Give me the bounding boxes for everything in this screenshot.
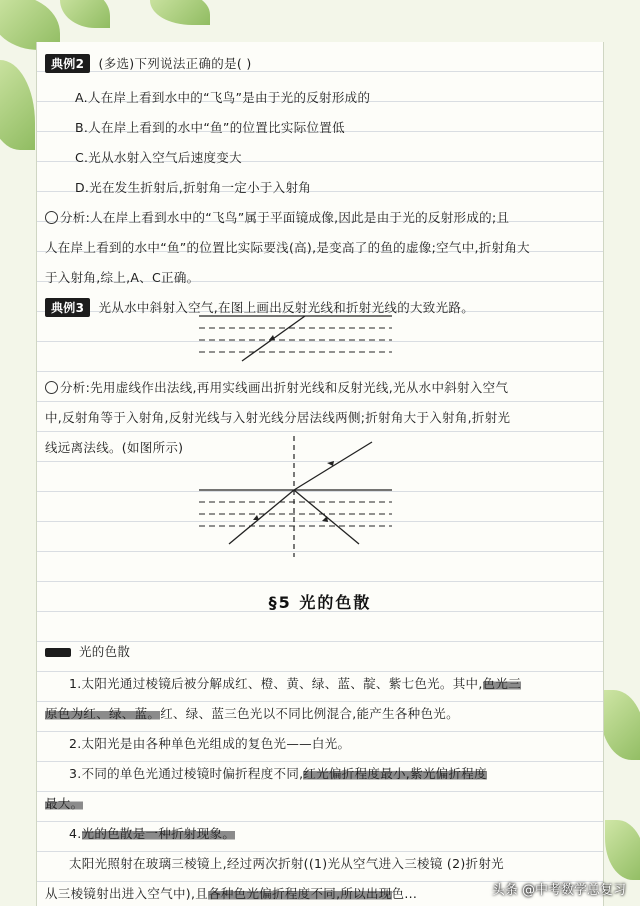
section-heading: 光的色散 bbox=[79, 644, 131, 659]
section-title: §5 光的色散 bbox=[268, 593, 372, 612]
paragraph-text: 1.太阳光通过棱镜后被分解成红、橙、黄、绿、蓝、靛、紫七色光。其中, bbox=[69, 676, 483, 691]
leaf-decoration bbox=[600, 690, 640, 760]
example3-tag: 典例3 bbox=[45, 298, 90, 317]
paragraph-text: 4. bbox=[69, 826, 82, 841]
highlighted-text: 原色为红、绿、蓝。 bbox=[45, 706, 161, 721]
analysis-line: 于入射角,综上,A、C正确。 bbox=[45, 270, 200, 285]
heading-marker bbox=[45, 648, 71, 657]
example2-question: (多选)下列说法正确的是( ) bbox=[98, 56, 252, 71]
highlighted-text: 色光三 bbox=[482, 676, 522, 691]
lightbulb-icon bbox=[45, 381, 58, 394]
diagram-question bbox=[197, 314, 397, 364]
paragraph-text: 红、绿、蓝三色光以不同比例混合,能产生各种色光。 bbox=[160, 706, 459, 721]
analysis-line: 人在岸上看到的水中“鱼”的位置比实际要浅(高),是变高了的鱼的虚像;空气中,折射角大 bbox=[45, 240, 530, 255]
watermark: 头条 @中考数学总复习 bbox=[491, 883, 626, 898]
note-page bbox=[36, 42, 604, 906]
analysis-line: 分析:先用虚线作出法线,再用实线画出折射光线和反射光线,光从水中斜射入空气 bbox=[60, 380, 509, 395]
analysis-line: 线远离法线。(如图所示) bbox=[45, 440, 184, 455]
paragraph-text: 太阳光照射在玻璃三棱镜上,经过两次折射((1)光从空气进入三棱镜 (2)折射光 bbox=[69, 856, 504, 871]
paragraph-text: 3.不同的单色光通过棱镜时偏折程度不同, bbox=[69, 766, 304, 781]
example3-question: 光从水中斜射入空气,在图上画出反射光线和折射光线的大致光路。 bbox=[98, 300, 475, 315]
lightbulb-icon bbox=[45, 211, 58, 224]
highlighted-text: 各种色光偏折程度不同,所以出现 bbox=[208, 886, 392, 901]
leaf-decoration bbox=[150, 0, 210, 25]
paragraph-text: 2.太阳光是由各种单色光组成的复色光——白光。 bbox=[69, 736, 351, 751]
diagram-answer bbox=[197, 434, 397, 559]
leaf-decoration bbox=[0, 60, 35, 150]
highlighted-text: 最大。 bbox=[45, 796, 84, 811]
option-a: A.人在岸上看到水中的“飞鸟”是由于光的反射形成的 bbox=[75, 90, 371, 105]
option-b: B.人在岸上看到的水中“鱼”的位置比实际位置低 bbox=[75, 120, 345, 135]
example2-tag: 典例2 bbox=[45, 54, 90, 73]
paragraph-text: 色... bbox=[391, 886, 418, 901]
paragraph-text: 从三棱镜射出进入空气中),且 bbox=[45, 886, 209, 901]
analysis-line: 中,反射角等于入射角,反射光线与入射光线分居法线两侧;折射角大于入射角,折射光 bbox=[45, 410, 511, 425]
option-d: D.光在发生折射后,折射角一定小于入射角 bbox=[75, 180, 312, 195]
leaf-decoration bbox=[605, 820, 640, 880]
highlighted-text: 光的色散是一种折射现象。 bbox=[81, 826, 236, 841]
leaf-decoration bbox=[60, 0, 110, 28]
option-c: C.光从水射入空气后速度变大 bbox=[75, 150, 242, 165]
analysis-line: 分析:人在岸上看到水中的“飞鸟”属于平面镜成像,因此是由于光的反射形成的;且 bbox=[60, 210, 510, 225]
highlighted-text: 红光偏折程度最小,紫光偏折程度 bbox=[303, 766, 487, 781]
